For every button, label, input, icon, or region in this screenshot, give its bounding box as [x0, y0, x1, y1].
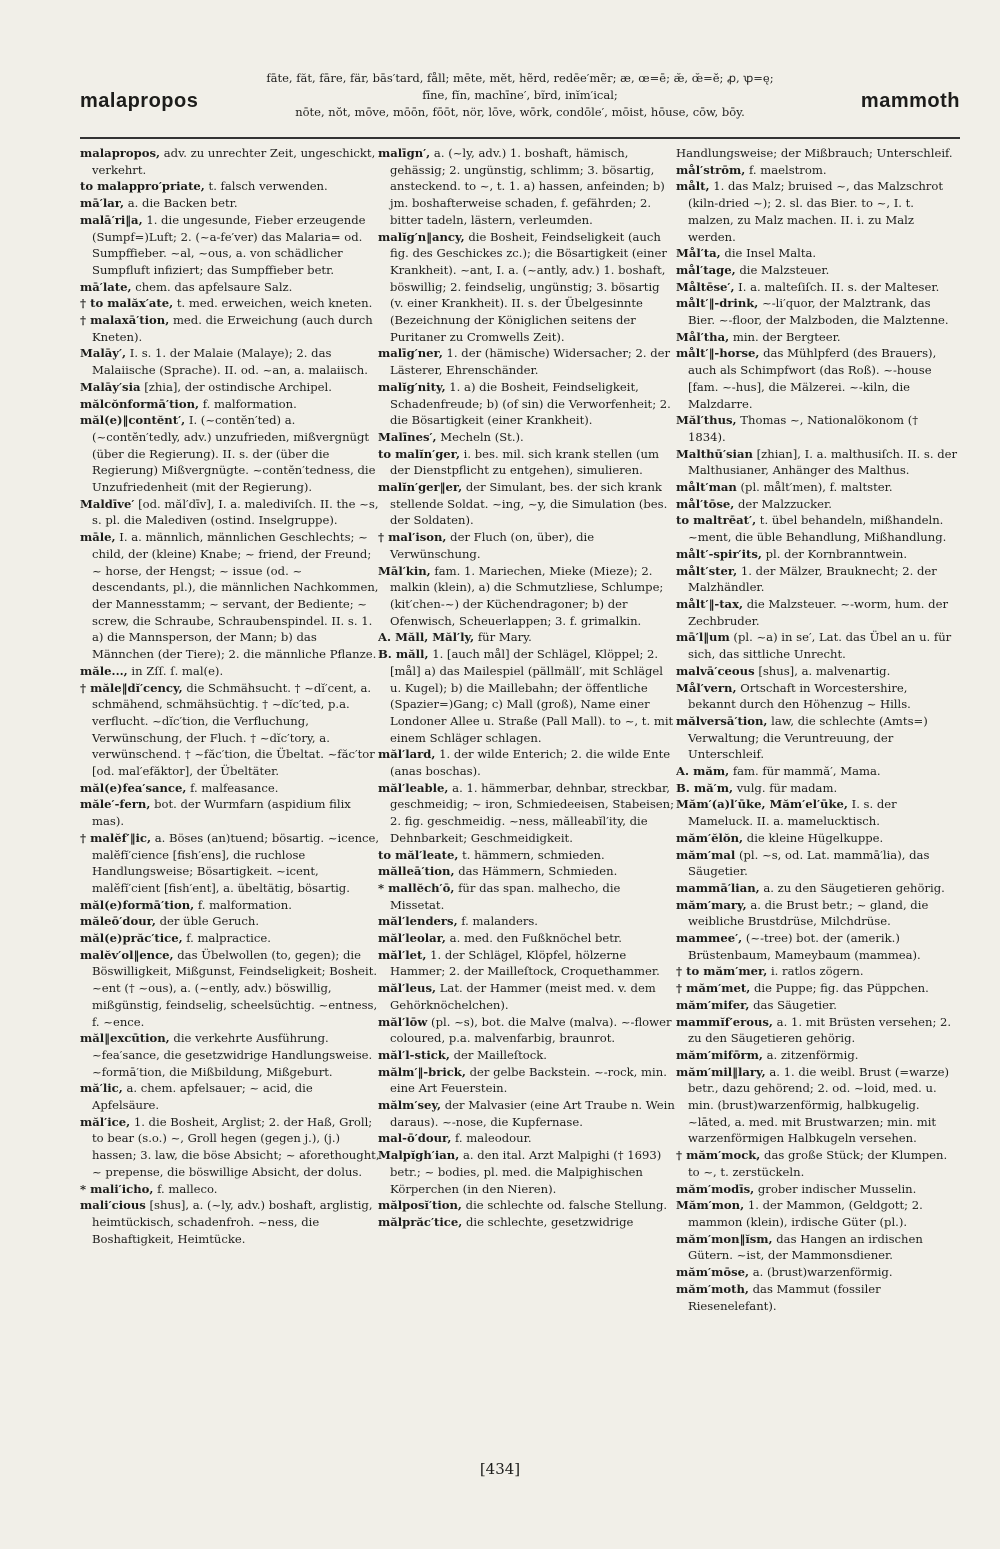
dictionary-entry [676, 713, 958, 763]
entry-headword: măm′mifōrm, [676, 1047, 763, 1062]
entry-definition: das Übelwollen (to, gegen); die Böswilligkeit, Mißgunst, Feindseligkeit; Bosheit. ~ent († ~ous), a. (~ently, adv.) böswillig, mißgünstig, feindselig, scheelsüchtig. ~entness, f. ~ence. [92, 947, 378, 1029]
entry-definition: die verkehrte Ausführung. ~fea′sance, die gesetzwidrige Handlungsweise. ~formā′tion, die Mißbildung, Mißgeburt. [92, 1031, 373, 1079]
pronunciation-line: fīne, fĭn, machīne′, bĩrd, inĭm′ical; [422, 88, 618, 102]
dictionary-entry [676, 412, 958, 445]
entry-headword: Mål′ta, [676, 246, 721, 261]
dictionary-entry [676, 796, 958, 829]
dictionary-entry [80, 195, 380, 212]
dictionary-entry [676, 178, 958, 245]
entry-headword: A. Măll, Măl′ly, [378, 630, 475, 645]
entry-headword: malĕv′ol‖ence, [80, 947, 174, 962]
entry-headword: Malāy′sia [80, 379, 141, 394]
dictionary-entry [676, 880, 958, 897]
entry-definition: Mecheln (St.). [440, 429, 524, 444]
entry-definition: 1. das Malz; bruised ~, das Malzschrot (kiln-dried ~); 2. sl. das Bier. to ~, I. t. malzen, zu Malz machen. II. i. zu Malz werden. [688, 179, 943, 244]
entry-headword: målt′man [676, 480, 737, 495]
dictionary-entry [80, 178, 380, 195]
guide-word-right: mammoth [860, 90, 960, 112]
dictionary-entry [676, 780, 958, 797]
dictionary-entry [378, 1197, 676, 1214]
dictionary-entry [676, 1231, 958, 1264]
entry-definition: adv. zu unrechter Zeit, ungeschickt, verkehrt. [92, 146, 376, 177]
entry-definition: die Insel Malta. [724, 246, 817, 261]
dictionary-entry [676, 563, 958, 596]
dictionary-entry [80, 312, 380, 345]
entry-definition: i. bes. mil. sich krank stellen (um der Dienstpflicht zu entgehen), simulieren. [390, 446, 659, 478]
dictionary-entry [676, 345, 958, 412]
entry-headword: malā′ri‖a, [80, 212, 143, 227]
entry-headword: malīg′ner, [378, 346, 443, 361]
dictionary-entry [676, 596, 958, 629]
dictionary-entry [676, 295, 958, 328]
entry-headword: malĭg′nity, [378, 379, 446, 394]
entry-headword: Malpĭgh′ian, [378, 1148, 460, 1163]
entry-headword: măl′lōw [378, 1014, 428, 1029]
dictionary-entry [676, 512, 958, 545]
entry-definition: a. med. den Fußknöchel betr. [449, 931, 622, 946]
entry-headword: mā′l‖um [676, 630, 730, 645]
dictionary-entry [80, 897, 380, 914]
dictionary-entry [378, 1097, 676, 1130]
entry-headword: măl′leolar, [378, 931, 446, 946]
dictionary-entry [80, 680, 380, 780]
entry-definition: 1. der (hämische) Widersacher; 2. der Lästerer, Ehrenschänder. [390, 346, 671, 378]
entry-definition: a. 1. die weibl. Brust (=warze) betr., dazu gehörend; 2. od. ~loid, med. u. min. (brust)warzenförmig, halbkugelig. ~lāted, a. med. mit Brustwarzen; min. mit warzenförmigen Halbkugeln versehen. [688, 1064, 949, 1146]
entry-definition: die Puppe; fig. das Püppchen. [753, 981, 929, 996]
entry-headword: † mal′ison, [378, 530, 447, 545]
column-1 [80, 145, 380, 1445]
dictionary-entry [378, 479, 676, 529]
entry-headword: măl(e)formā′tion, [80, 897, 195, 912]
entry-definition: die schlechte, gesetzwidrige [465, 1215, 634, 1229]
entry-headword: măm′moth, [676, 1281, 749, 1296]
entry-definition: die Schmähsucht. † ~dĭ′cent, a. schmähend, schmähsüchtig. † ~dĭc′ted, p.a. verflucht. ~dĭc′tion, die Verfluchung, Verwünschung, der Fluch. † ~dĭc′tory, a. verwünschend. † ~făc′tion, die Übeltat. ~făc′tor [od. mal′efăktor], der Übeltäter. [92, 680, 375, 779]
dictionary-entry [378, 229, 676, 346]
entry-headword: mălprăc′tice, [378, 1215, 463, 1229]
dictionary-entry [378, 563, 676, 630]
dictionary-entry [378, 1214, 676, 1231]
dictionary-entry [676, 279, 958, 296]
entry-headword: măm′mal [676, 847, 736, 862]
entry-definition: 1. der Mälzer, Brauknecht; 2. der Malzhändler. [688, 563, 937, 595]
entry-definition: der Malzzucker. [737, 496, 832, 511]
entry-definition: f. maleodour. [455, 1131, 532, 1146]
entry-headword: mă′lic, [80, 1081, 123, 1096]
entry-headword: målt, [676, 179, 710, 194]
entry-headword: A. măm, [676, 764, 730, 779]
entry-headword: măle..., [80, 663, 128, 678]
entry-headword: Măm′mon, [676, 1198, 745, 1213]
dictionary-entry [80, 212, 380, 279]
dictionary-entry [676, 446, 958, 479]
entry-definition: (~-tree) bot. der (amerik.) Brüstenbaum, Mameybaum (mammea). [688, 931, 921, 962]
entry-definition: Thomas ~, Nationalökonom († 1834). [688, 413, 919, 444]
entry-definition: fam. 1. Mariechen, Mieke (Mieze); 2. malkin (klein), a) die Schmutzliese, Schlumpe; (kit′chen-~) der Küchendragoner; b) der Ofenwisch, Scheuerlappen; 3. f. grimalkin. [390, 563, 664, 628]
entry-headword: māle, [80, 530, 116, 545]
dictionary-entry [378, 1014, 676, 1047]
entry-headword: mălleā′tion, [378, 864, 455, 879]
entry-definition: die Malzsteuer. [739, 262, 830, 277]
dictionary-entry [80, 396, 380, 413]
entry-definition: f. malformation. [197, 897, 292, 912]
dictionary-entry [676, 329, 958, 346]
dictionary-entry [378, 1147, 676, 1197]
entry-definition: med. die Erweichung (auch durch Kneten). [92, 313, 373, 344]
entry-definition: a. 1. mit Brüsten versehen; 2. zu den Säugetieren gehörig. [688, 1014, 952, 1046]
entry-headword: † măm′met, [676, 981, 751, 996]
entry-headword: målt′‖-horse, [676, 346, 760, 361]
dictionary-entry [378, 646, 676, 746]
entry-headword: målt′ster, [676, 563, 738, 578]
dictionary-entry [676, 663, 958, 680]
entry-headword: † măm′mock, [676, 1148, 761, 1163]
dictionary-entry [378, 746, 676, 779]
entry-headword: mā′late, [80, 279, 132, 294]
entry-headword: măm′mon‖ĭsm, [676, 1231, 773, 1246]
entry-headword: † măle‖dĭ′cency, [80, 680, 183, 695]
entry-definition: das Hämmern, Schmieden. [458, 864, 618, 879]
dictionary-entry [676, 245, 958, 262]
entry-definition: t. falsch verwenden. [208, 179, 328, 194]
entry-headword: măm′mōse, [676, 1265, 750, 1280]
entry-definition: a. die Backen betr. [127, 196, 238, 211]
dictionary-entry [80, 295, 380, 312]
header-rule [80, 137, 960, 139]
entry-headword: Mål′tha, [676, 329, 730, 344]
dictionary-entry [378, 913, 676, 930]
entry-definition: 1. [auch mål] der Schlägel, Klöppel; 2. [mål] a) das Mailespiel (pällmäll′, mit Schlägel u. Kugel); b) die Maillebahn; der öffentliche (Spazier=)Gang; c) Mall (groß), Name einer Londoner Allee u. Straße (Pall Mall). to ~, t. mit einem Schläger schlagen. [390, 647, 674, 745]
entry-definition: der gelbe Backstein. ~-rock, min. eine Art Feuerstein. [390, 1064, 667, 1096]
entry-definition: f. maelstrom. [748, 162, 827, 177]
entry-headword: mammee′, [676, 931, 743, 946]
dictionary-entry [676, 479, 958, 496]
entry-definition: bot. der Wurmfarn (aspidium filix mas). [92, 797, 351, 829]
dictionary-entry [80, 930, 380, 947]
entry-definition: die kleine Hügelkuppe. [746, 830, 884, 845]
entry-headword: mā′lar, [80, 196, 125, 211]
entry-definition: das Säugetier. [753, 997, 837, 1012]
entry-definition: [shus], a. malvenartig. [758, 663, 891, 678]
entry-definition: f. malfeasance. [190, 780, 279, 795]
dictionary-entry [378, 1130, 676, 1147]
dictionary-entry [80, 1080, 380, 1113]
dictionary-entry [80, 830, 380, 897]
entry-headword: Măm′(a)l′ūke, Măm′el′ūke, [676, 797, 848, 812]
dictionary-entry [676, 496, 958, 513]
entry-definition: a. zu den Säugetieren gehörig. [763, 880, 945, 895]
entry-headword: Māl′kin, [378, 563, 431, 578]
entry-headword: mal-ō′dour, [378, 1131, 452, 1146]
entry-headword: * mallĕch′ō, [378, 880, 455, 895]
dictionary-entry [676, 262, 958, 279]
entry-definition: das große Stück; der Klumpen. to ~, t. zerstückeln. [688, 1148, 948, 1179]
dictionary-entry [676, 1047, 958, 1064]
entry-headword: Måltēse′, [676, 279, 735, 294]
entry-headword: mål′tōse, [676, 496, 735, 511]
dictionary-entry [676, 629, 958, 662]
entry-headword: măl′leable, [378, 780, 449, 795]
entry-headword: målt′-spir′its, [676, 546, 762, 561]
entry-headword: măl′let, [378, 947, 427, 962]
entry-headword: măl′l-stick, [378, 1047, 450, 1062]
dictionary-entry [80, 279, 380, 296]
entry-headword: măm′modīs, [676, 1181, 755, 1196]
entry-definition: [zhia], der ostindische Archipel. [144, 379, 332, 394]
dictionary-entry [80, 913, 380, 930]
entry-definition: I. s. 1. der Malaie (Malaye); 2. das Malaiische (Sprache). II. od. ~an, a. malaiisch. [92, 346, 368, 378]
dictionary-entry [378, 1047, 676, 1064]
dictionary-entry [378, 529, 676, 562]
entry-headword: măm′mary, [676, 897, 747, 912]
entry-definition: [zhian], I. a. malthusiſch. II. s. der Malthusianer, Anhänger des Malthus. [688, 446, 958, 478]
entry-headword: Mål′vern, [676, 680, 737, 695]
entry-definition: Lat. der Hammer (meist med. v. dem Gehörknöchelchen). [390, 981, 656, 1012]
dictionary-entry [80, 145, 380, 178]
dictionary-entry [676, 145, 958, 162]
entry-definition: der Fluch (on, über), die Verwünschung. [390, 530, 595, 561]
entry-definition: (pl. ~s), bot. die Malve (malva). ~-flower coloured, p.a. malvenfarbig, braunrot. [390, 1014, 672, 1046]
entry-headword: măleō′dour, [80, 914, 156, 929]
dictionary-entry [378, 980, 676, 1013]
dictionary-entry [676, 830, 958, 847]
entry-headword: to maltrēat′, [676, 513, 757, 528]
entry-definition: der Mailleſtock. [453, 1047, 547, 1062]
dictionary-entry [676, 1064, 958, 1148]
entry-definition: für Mary. [477, 630, 532, 645]
entry-headword: măl(e)fea′sance, [80, 780, 187, 795]
entry-headword: to măl′leate, [378, 847, 459, 862]
dictionary-entry [676, 897, 958, 930]
entry-headword: măl′leus, [378, 981, 437, 996]
entry-headword: Maldīve′ [80, 496, 135, 511]
column-2 [378, 145, 676, 1445]
entry-definition: f. malformation. [202, 396, 297, 411]
guide-word-left: malapropos [80, 90, 199, 112]
entry-headword: mălposĭ′tion, [378, 1198, 462, 1213]
entry-headword: mammā′lian, [676, 880, 760, 895]
entry-headword: * mali′icho, [80, 1181, 154, 1196]
entry-definition: 1. der wilde Enterich; 2. die wilde Ente (anas boschas). [390, 747, 671, 779]
entry-definition: a. die Brust betr.; ~ gland, die weibliche Brustdrüse, Milchdrüse. [688, 897, 929, 929]
entry-definition: a. den ital. Arzt Malpighi († 1693) betr.; ~ bodies, pl. med. die Malpighischen Körperchen (in den Nieren). [390, 1148, 662, 1196]
entry-definition: der üble Geruch. [159, 914, 260, 929]
dictionary-entry [676, 847, 958, 880]
entry-definition: 1. die ungesunde, Fieber erzeugende (Sumpf=)Luft; 2. (~a-fe′ver) das Malaria= od. Sumpffieber. ~al, ~ous, a. von schädlicher Sumpfluft infiziert; das Sumpffieber betr. [92, 212, 366, 277]
entry-headword: măl′lard, [378, 747, 436, 762]
dictionary-entry [378, 863, 676, 880]
entry-headword: † malaxā′tion, [80, 313, 170, 328]
entry-headword: Măl′thus, [676, 413, 737, 428]
entry-headword: Malāy′, [80, 346, 127, 361]
entry-definition: vulg. für madam. [736, 780, 838, 795]
dictionary-entry [80, 796, 380, 829]
entry-definition: die Malzsteuer. ~-worm, hum. der Zechbruder. [688, 596, 948, 628]
entry-definition: die schlechte od. falsche Stellung. [465, 1198, 668, 1213]
entry-definition: i. ratlos zögern. [770, 964, 864, 979]
entry-headword: măl′ice, [80, 1114, 131, 1129]
entry-headword: Malthū′sian [676, 446, 753, 461]
entry-definition: fam. für mammă′, Mama. [732, 764, 881, 779]
entry-definition: I. a. malteſiſch. II. s. der Malteser. [738, 279, 940, 294]
entry-definition: ~-li′quor, der Malztrank, das Bier. ~-floor, der Malzboden, die Malztenne. [688, 296, 949, 328]
entry-definition: Handlungsweise; der Mißbrauch; Unterschleif. [676, 146, 953, 160]
dictionary-entry [378, 429, 676, 446]
entry-headword: măl‖excūtion, [80, 1031, 170, 1046]
dictionary-entry [80, 663, 380, 680]
dictionary-entry [676, 680, 958, 713]
entry-headword: malvā′ceous [676, 663, 755, 678]
entry-headword: malĭn′ger‖er, [378, 480, 463, 495]
dictionary-entry [378, 629, 676, 646]
entry-definition: a. Böses (an)tuend; bösartig. ~icence, malĕfĭ′cience [fish′ens], die ruchlose Handlungsweise; Bösartigkeit. ~icent, malĕfĭ′cient [fish′ent], a. übeltätig, bösartig. [92, 830, 380, 895]
pronunciation-key [255, 70, 785, 121]
dictionary-entry [676, 1181, 958, 1198]
entry-definition: der Simulant, bes. der sich krank stellende Soldat. ~ing, ~y, die Simulation (bes. der Soldaten). [390, 480, 668, 528]
entry-definition: min. der Bergteer. [732, 329, 841, 344]
entry-definition: (pl. målt′men), f. maltster. [740, 480, 893, 495]
dictionary-entry [676, 980, 958, 997]
page-header [80, 70, 960, 130]
entry-headword: mammĭf′erous, [676, 1014, 773, 1029]
dictionary-entry [676, 963, 958, 980]
entry-headword: măl′lenders, [378, 914, 458, 929]
entry-definition: a. zitzenförmig. [766, 1047, 859, 1062]
entry-headword: B. măll, [378, 647, 429, 662]
entry-definition: f. malleco. [157, 1181, 218, 1196]
entry-headword: măm′ĕlŏn, [676, 830, 744, 845]
entry-headword: mål′strōm, [676, 162, 746, 177]
dictionary-entry [378, 780, 676, 847]
entry-headword: malīgn′, [378, 146, 431, 160]
entry-headword: mălm′‖-brick, [378, 1064, 466, 1079]
column-3 [676, 145, 958, 1445]
dictionary-entry [676, 1281, 958, 1314]
entry-definition: t. übel behandeln, mißhandeln. ~ment, die üble Behandlung, Mißhandlung. [688, 513, 947, 545]
entry-headword: målt′‖-tax, [676, 596, 744, 611]
entry-definition: [od. măl′dīv], I. a. malediviſch. II. the ~s, s. pl. die Malediven (ostind. Inselgruppe). [92, 496, 379, 528]
dictionary-entry [80, 1114, 380, 1181]
dictionary-entry [378, 930, 676, 947]
dictionary-entry [378, 880, 676, 913]
entry-headword: to malappro′priate, [80, 179, 205, 194]
dictionary-entry [80, 379, 380, 396]
entry-headword: to malĭn′ger, [378, 446, 460, 461]
entry-definition: f. malanders. [461, 914, 538, 929]
entry-definition: in Zſſ. ſ. mal(e). [131, 663, 224, 678]
entry-definition: 1. die Bosheit, Arglist; 2. der Haß, Groll; to bear (s.o.) ~, Groll hegen (gegen j.), (j.) hassen; 3. law, die böse Absicht; ~ aforethought, ~ prepense, die böswillige Absicht, der dolus. [92, 1114, 380, 1179]
dictionary-entry [378, 379, 676, 429]
entry-definition: I. (~contĕn′ted) a. (~contĕn′tedly, adv.) unzufrieden, mißvergnügt (über die Regierung). II. s. der (über die Regierung) Mißvergnügte. ~contĕn′tedness, die Unzufriedenheit (mit der Regierung). [92, 413, 376, 495]
entry-headword: mål′tage, [676, 262, 736, 277]
entry-headword: Malīnes′, [378, 429, 437, 444]
dictionary-entry [80, 496, 380, 529]
dictionary-entry [676, 1147, 958, 1180]
entry-definition: der Malvasier (eine Art Traube n. Wein daraus). ~-nose, die Kupfernase. [390, 1098, 675, 1129]
entry-definition: die Bosheit, Feindseligkeit (auch fig. des Geschickes zc.); die Bösartigkeit (einer Krankheit). ~ant, I. a. (~antly, adv.) 1. boshaft, böswillig; 2. feindselig, ungünstig; 3. bösartig (v. einer Krankheit). II. s. der Übelgesinnte (Bezeichnung der Königlichen seitens der Puritaner zu Cromwells Zeit). [390, 229, 667, 344]
entry-headword: mali′cious [80, 1198, 146, 1213]
entry-definition: das Mühlpferd (des Brauers), auch als Schimpfwort (das Roß). ~-house [fam. ~-hus], die Mälzerei. ~-kiln, die Malzdarre. [688, 346, 937, 411]
dictionary-entry [378, 145, 676, 229]
dictionary-entry [80, 345, 380, 378]
entry-headword: măm′mifer, [676, 997, 750, 1012]
dictionary-entry [80, 1181, 380, 1198]
entry-definition: a. chem. apfelsauer; ~ acid, die Apfelsäure. [92, 1081, 313, 1113]
entry-definition: I. a. männlich, männlichen Geschlechts; ~ child, der (kleine) Knabe; ~ friend, der Freund; ~ horse, der Hengst; ~ issue (od. ~ descendants, pl.), die männlichen Nachkommen, der Mannesstamm; ~ servant, der Bediente; ~ screw, die Schraube, Schraubenspindel. II. s. 1. a) die Mannsperson, der Mann; b) das Männchen (der Tiere); 2. die männliche Pflanze. [92, 530, 379, 662]
entry-definition: t. hämmern, schmieden. [462, 847, 605, 862]
entry-headword: mălcŏnformā′tion, [80, 396, 200, 411]
dictionary-entry [676, 930, 958, 963]
pronunciation-line: nōte, nŏt, mōve, mōōn, fōōt, nör, lōve, wōrk, condōle′, mōist, hōuse, cōw, bōy. [295, 105, 745, 119]
dictionary-entry [676, 1014, 958, 1047]
entry-headword: măle′-fern, [80, 797, 151, 812]
entry-definition: grober indischer Musselin. [757, 1181, 917, 1196]
dictionary-entry [378, 1064, 676, 1097]
pronunciation-line: fāte, făt, fāre, fär, bās′tard, fåll; mēte, mĕt, hẽrd, redēe′mẽr; æ, œ=ē; æ̆, œ̆=ĕ; ꝓ, ꝕ=ę; [266, 71, 774, 85]
dictionary-entry [676, 763, 958, 780]
dictionary-entry [676, 1197, 958, 1230]
entry-headword: măm′mil‖lary, [676, 1064, 766, 1079]
page-number: [434] [479, 1460, 521, 1478]
entry-definition: 1. der Schlägel, Klöpfel, hölzerne Hammer; 2. der Mailleſtock, Croquethammer. [390, 947, 660, 979]
entry-definition: für das span. malhecho, die Missetat. [390, 880, 621, 912]
dictionary-entry [378, 947, 676, 980]
dictionary-entry [378, 847, 676, 864]
dictionary-entry [80, 1030, 380, 1080]
entry-definition: (pl. ~a) in se′, Lat. das Übel an u. für sich, das sittliche Unrecht. [688, 630, 952, 662]
entry-definition: t. med. erweichen, weich kneten. [176, 296, 373, 311]
entry-headword: mălversā′tion, [676, 713, 768, 728]
entry-headword: målt′‖-drink, [676, 296, 759, 311]
entry-definition: [shus], a. (~ly, adv.) boshaft, arglistig, heimtückisch, schadenfroh. ~ness, die Boshaftigkeit, Heimtücke. [92, 1198, 373, 1246]
dictionary-entry [676, 546, 958, 563]
dictionary-entry [676, 162, 958, 179]
entry-headword: B. mă′m, [676, 780, 734, 795]
entry-definition: Ortschaft in Worcestershire, bekannt durch den Höhenzug ~ Hills. [688, 680, 911, 712]
dictionary-entry [80, 412, 380, 496]
entry-headword: † to măm′mer, [676, 964, 768, 979]
entry-headword: † to malăx′ate, [80, 296, 174, 311]
entry-headword: malapropos, [80, 146, 161, 160]
entry-definition: law, die schlechte (Amts=) Verwaltung; die Veruntreuung, der Unterschleif. [688, 713, 928, 762]
dictionary-entry [378, 446, 676, 479]
entry-headword: măl(e)‖contĕnt′, [80, 413, 186, 428]
dictionary-entry [378, 345, 676, 378]
entry-definition: das Mammut (fossiler Riesenelefant). [688, 1281, 881, 1313]
entry-headword: măl(e)prăc′tice, [80, 931, 183, 946]
entry-headword: malĭg′n‖ancy, [378, 229, 465, 244]
dictionary-entry [80, 1197, 380, 1247]
entry-headword: † malĕf′‖ic, [80, 830, 152, 845]
entry-definition: 1. der Mammon, (Geldgott; 2. mammon (klein), irdische Güter (pl.). [688, 1198, 923, 1229]
entry-definition: a. 1. hämmerbar, dehnbar, streckbar, geschmeidig; ~ iron, Schmiedeeisen, Stabeisen; 2. fig. geschmeidig. ~ness, mălleabĭl′ity, die Dehnbarkeit; Geschmeidigkeit. [390, 780, 675, 845]
entry-definition: 1. a) die Bosheit, Feindseligkeit, Schadenfreude; b) (of sin) die Verworfenheit; 2. die Bösartigkeit (einer Krankheit). [390, 379, 671, 428]
entry-definition: a. (~ly, adv.) 1. boshaft, hämisch, gehässig; 2. ungünstig, schlimm; 3. bösartig, ansteckend. to ~, t. 1. a) hassen, anfeinden; b) jm. boshafterweise schaden, f. gefährden; 2. bitter tadeln, lästern, verleumden. [390, 146, 665, 227]
entry-definition: (pl. ~s, od. Lat. mammā′lia), das Säugetier. [688, 847, 930, 879]
dictionary-entry [676, 997, 958, 1014]
dictionary-entry [80, 947, 380, 1031]
entry-definition: f. malpractice. [186, 931, 271, 946]
dictionary-entry [80, 780, 380, 797]
entry-headword: mălm′sey, [378, 1098, 442, 1113]
entry-definition: das Hangen an irdischen Gütern. ~ist, der Mammonsdiener. [688, 1231, 923, 1263]
entry-definition: a. (brust)warzenförmig. [752, 1265, 893, 1280]
dictionary-entry [676, 1264, 958, 1281]
dictionary-entry [80, 529, 380, 663]
entry-definition: chem. das apfelsaure Salz. [135, 279, 293, 294]
entry-definition: pl. der Kornbranntwein. [765, 546, 908, 561]
entry-definition: I. s. der Mameluck. II. a. mamelucktisch. [688, 797, 897, 829]
